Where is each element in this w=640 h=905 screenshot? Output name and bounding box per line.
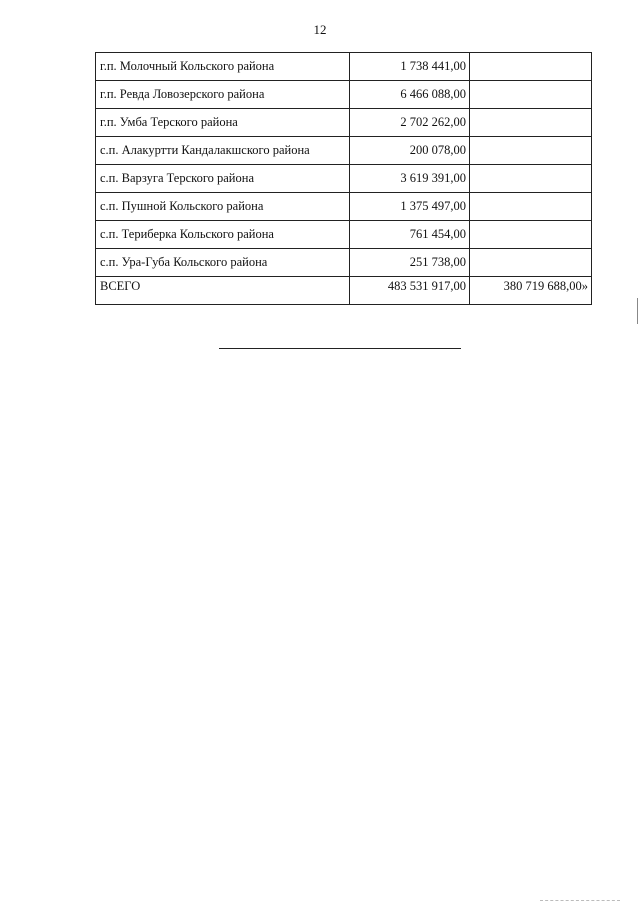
total-label: ВСЕГО [96, 277, 350, 305]
municipality-name: г.п. Умба Терского района [96, 109, 350, 137]
table-row [96, 109, 592, 137]
amount-cell: 1 375 497,00 [350, 193, 470, 221]
amount-cell: 761 454,00 [350, 221, 470, 249]
amount-cell: 2 702 262,00 [350, 109, 470, 137]
municipality-name: с.п. Териберка Кольского района [96, 221, 350, 249]
amount-cell: 200 078,00 [350, 137, 470, 165]
municipality-name: с.п. Пушной Кольского района [96, 193, 350, 221]
amount-cell-2 [470, 109, 592, 137]
total-row [96, 277, 592, 305]
amount-cell-2 [470, 137, 592, 165]
municipality-name: г.п. Ревда Ловозерского района [96, 81, 350, 109]
total-amount-1: 483 531 917,00 [350, 277, 470, 305]
amount-cell-2 [470, 165, 592, 193]
amount-cell: 251 738,00 [350, 249, 470, 277]
table-row [96, 221, 592, 249]
table-row [96, 249, 592, 277]
table-row [96, 81, 592, 109]
amount-cell-2 [470, 81, 592, 109]
amount-cell-2 [470, 53, 592, 81]
table-row [96, 137, 592, 165]
amount-cell-2 [470, 221, 592, 249]
amount-cell: 6 466 088,00 [350, 81, 470, 109]
table-row [96, 165, 592, 193]
municipality-name: г.п. Молочный Кольского района [96, 53, 350, 81]
scan-footer-mark [540, 900, 620, 901]
page-number: 12 [313, 22, 327, 37]
municipality-name: с.п. Варзуга Терского района [96, 165, 350, 193]
municipality-name: с.п. Алакуртти Кандалакшского района [96, 137, 350, 165]
table-row [96, 193, 592, 221]
total-amount-2: 380 719 688,00» [470, 277, 592, 305]
table-row [96, 53, 592, 81]
document-end-line [219, 348, 461, 349]
amount-cell: 3 619 391,00 [350, 165, 470, 193]
municipality-name: с.п. Ура-Губа Кольского района [96, 249, 350, 277]
scan-edge-mark [637, 298, 638, 324]
amount-cell: 1 738 441,00 [350, 53, 470, 81]
amount-cell-2 [470, 193, 592, 221]
budget-table [95, 52, 592, 305]
amount-cell-2 [470, 249, 592, 277]
